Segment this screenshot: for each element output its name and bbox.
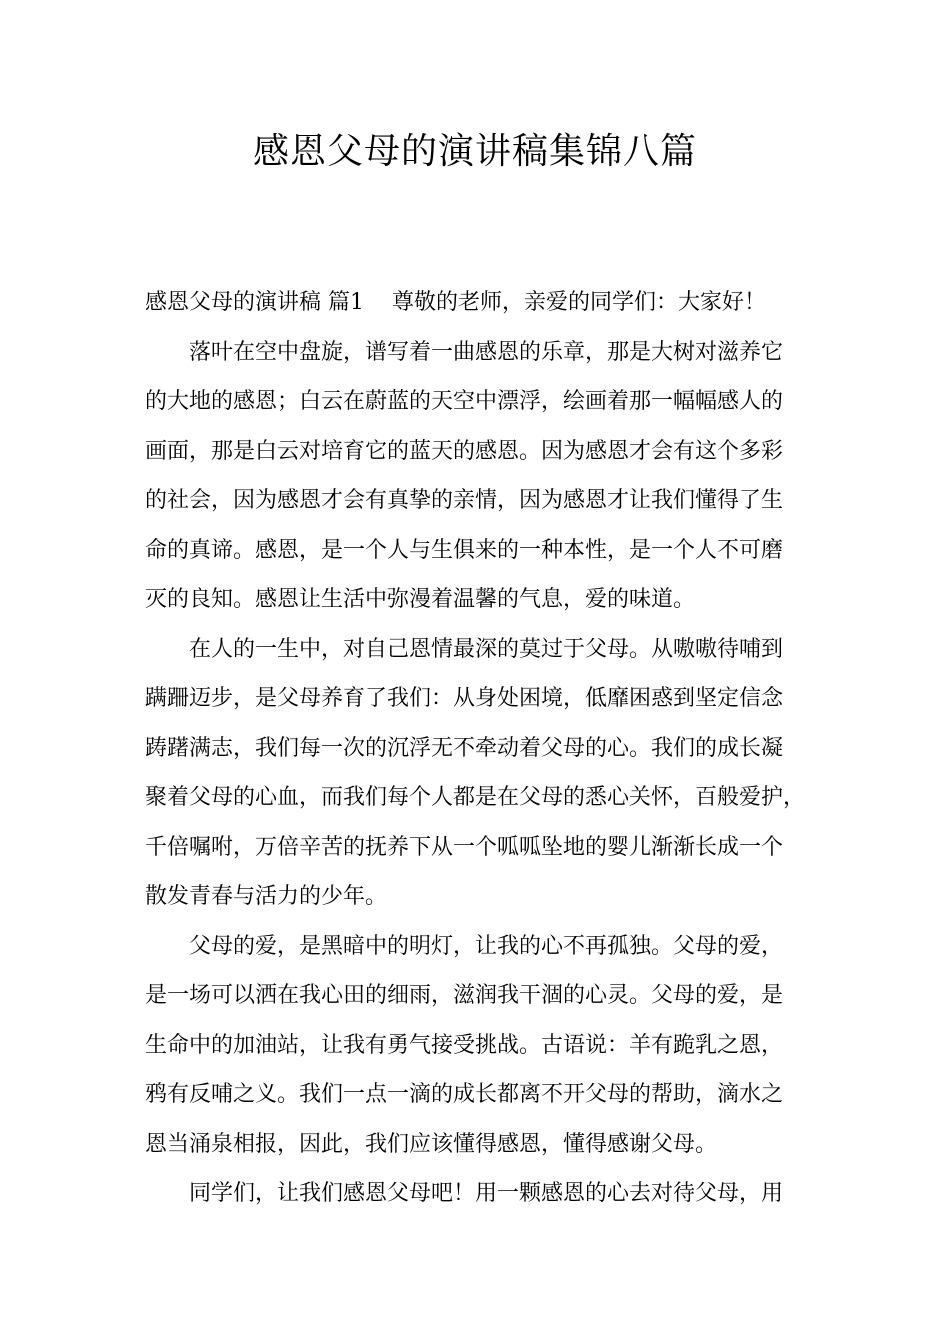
section-heading-line bbox=[145, 284, 835, 334]
body-line: 的大地的感恩；白云在蔚蓝的天空中漂浮，绘画着那一幅幅感人的 bbox=[145, 389, 784, 414]
body-line: 画面，那是白云对培育它的蓝天的感恩。因为感恩才会有这个多彩 bbox=[145, 438, 784, 464]
body-line: 在人的一生中，对自己恩情最深的莫过于父母。从嗷嗷待哺到 bbox=[189, 636, 784, 662]
document-body bbox=[145, 284, 835, 1225]
body-line: 鸦有反哺之义。我们一点一滴的成长都离不开父母的帮助，滴水之 bbox=[145, 1082, 784, 1107]
body-line: 聚着父母的心血，而我们每个人都是在父母的悉心关怀，百般爱护， bbox=[145, 785, 806, 810]
body-line: 的社会，因为感恩才会有真挚的亲情，因为感恩才让我们懂得了生 bbox=[145, 488, 784, 513]
body-line: 散发青春与活力的少年。 bbox=[145, 884, 388, 909]
body-line: 同学们，让我们感恩父母吧！用一颗感恩的心去对待父母，用 bbox=[189, 1181, 784, 1206]
body-line: 千倍嘱咐，万倍辛苦的抚养下从一个呱呱坠地的婴儿渐渐长成一个 bbox=[145, 834, 784, 860]
body-line: 是一场可以洒在我心田的细雨，滋润我干涸的心灵。父母的爱，是 bbox=[145, 983, 784, 1008]
body-line: 落叶在空中盘旋，谱写着一曲感恩的乐章，那是大树对滋养它 bbox=[189, 339, 784, 365]
body-line: 生命中的加油站，让我有勇气接受挑战。古语说：羊有跪乳之恩， bbox=[145, 1032, 784, 1058]
body-line: 命的真谛。感恩，是一个人与生俱来的一种本性，是一个人不可磨 bbox=[145, 537, 784, 563]
body-line: 踌躇满志，我们每一次的沉浮无不牵动着父母的心。我们的成长凝 bbox=[145, 735, 784, 761]
body-line: 蹒跚迈步，是父母养育了我们：从身处困境，低靡困惑到坚定信念 bbox=[145, 686, 784, 711]
body-line: 恩当涌泉相报，因此，我们应该懂得感恩，懂得感谢父母。 bbox=[145, 1131, 718, 1157]
section-label: 感恩父母的演讲稿 篇1 bbox=[145, 290, 364, 315]
document-title: 感恩父母的演讲稿集锦八篇 bbox=[252, 131, 697, 172]
body-line: 父母的爱，是黑暗中的明灯，让我的心不再孤独。父母的爱， bbox=[189, 933, 784, 959]
body-line: 灭的良知。感恩让生活中弥漫着温馨的气息，爱的味道。 bbox=[145, 587, 696, 612]
greeting-text: 尊敬的老师，亲爱的同学们：大家好！ bbox=[392, 290, 767, 315]
